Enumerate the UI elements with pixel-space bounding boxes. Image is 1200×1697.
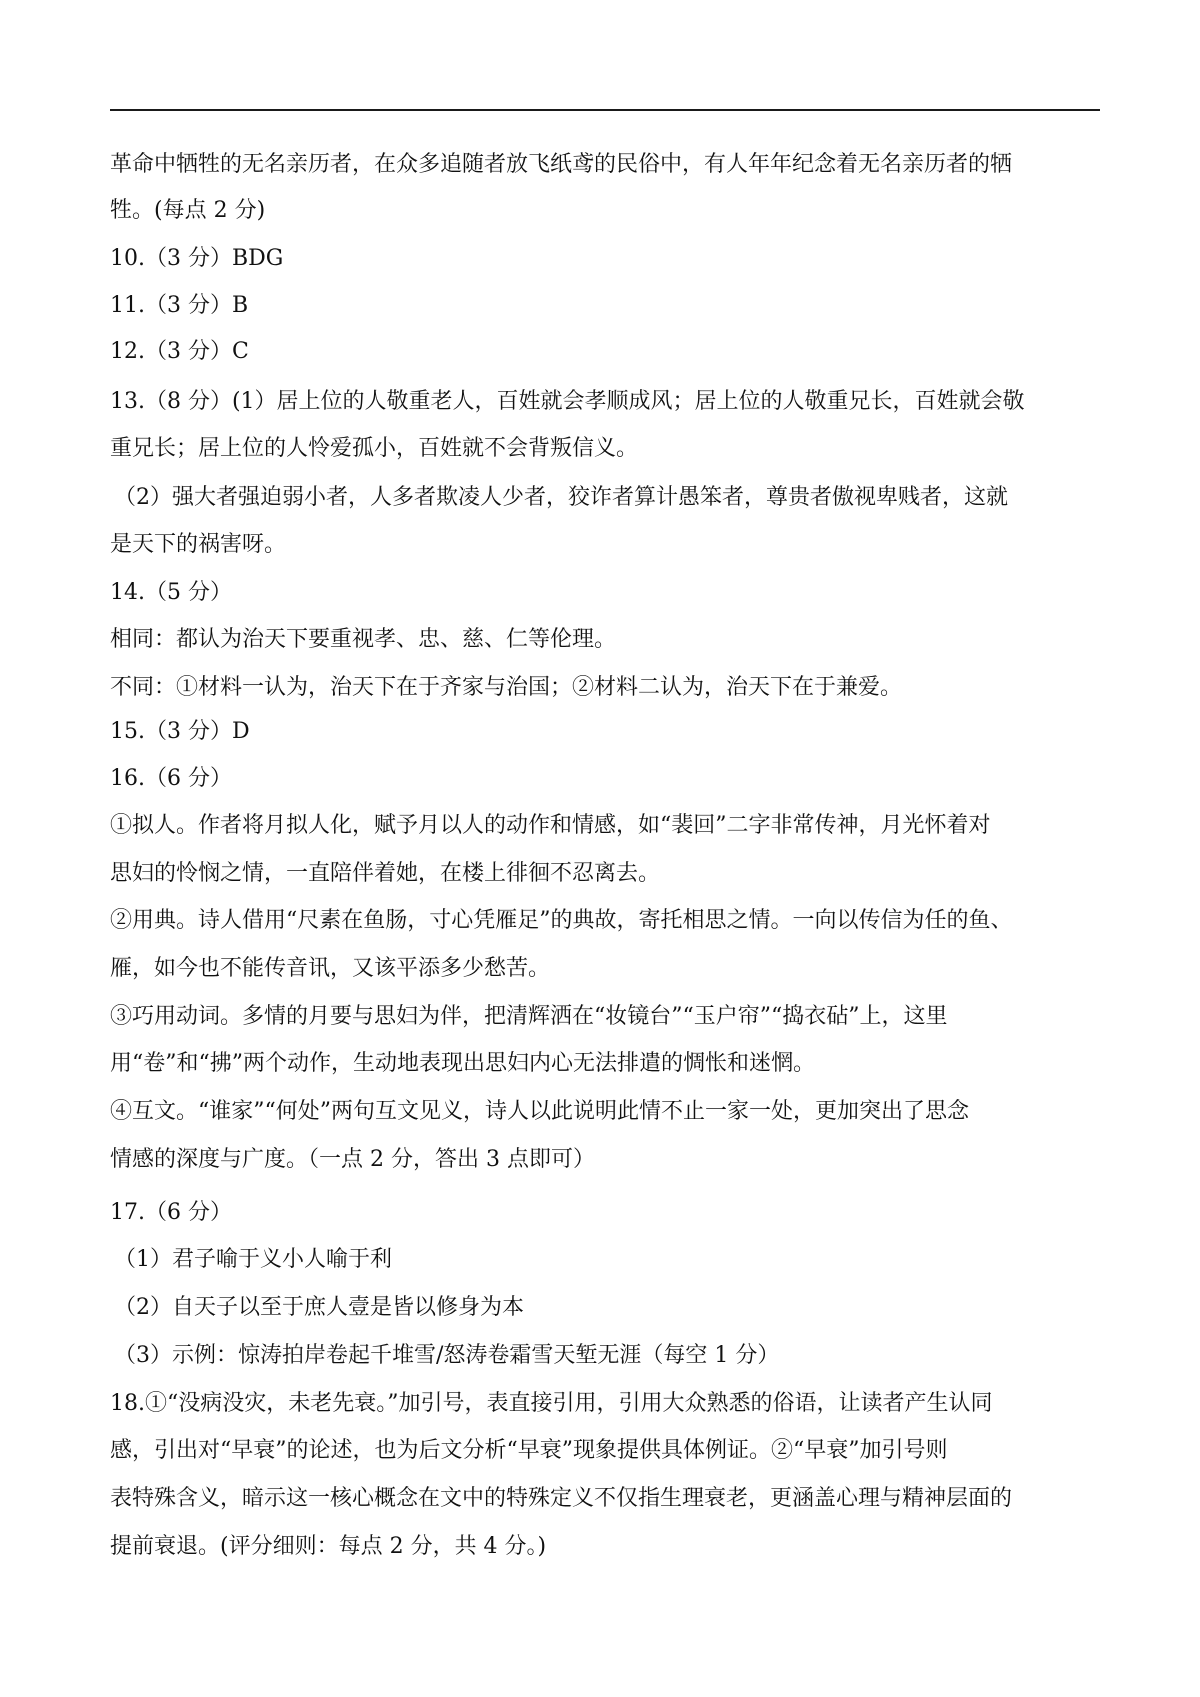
answer-line: （2）自天子以至于庶人壹是皆以修身为本 [114,1295,524,1320]
answer-item-13: 13.（8 分）(1）居上位的人敬重老人，百姓就会孝顺成风；居上位的人敬重兄长，百姓就会敬 [110,389,1025,414]
answer-item-11: 11.（3 分）B [110,293,249,318]
answer-line: 提前衰退。(评分细则：每点 2 分，共 4 分。) [110,1534,547,1559]
answer-line: 不同：①材料一认为，治天下在于齐家与治国；②材料二认为，治天下在于兼爱。 [110,675,903,700]
answer-item-16: 16.（6 分） [110,766,232,791]
answer-line: （1）君子喻于义小人喻于利 [114,1247,392,1272]
header-rule [110,109,1100,111]
answer-line: 感，引出对“早衰”的论述，也为后文分析“早衰”现象提供具体例证。②“早衰”加引号则 [110,1438,948,1463]
answer-line: 表特殊含义，暗示这一核心概念在文中的特殊定义不仅指生理衰老，更涵盖心理与精神层面的 [110,1486,1013,1511]
answer-item-12: 12.（3 分）C [110,339,249,364]
answer-line: 是天下的祸害呀。 [110,532,287,557]
answer-item-17: 17.（6 分） [110,1200,232,1225]
answer-item-10: 10.（3 分）BDG [110,246,284,271]
answer-line: 雁，如今也不能传音讯，又该平添多少愁苦。 [110,956,551,981]
answer-line: 牲。(每点 2 分) [110,198,266,223]
answer-line: 相同：都认为治天下要重视孝、忠、慈、仁等伦理。 [110,627,617,652]
answer-line: （2）强大者强迫弱小者，人多者欺凌人少者，狡诈者算计愚笨者，尊贵者傲视卑贱者，这就 [114,485,1009,510]
answer-line: ②用典。诗人借用“尺素在鱼肠，寸心凭雁足”的典故，寄托相思之情。一向以传信为任的鱼、 [110,908,1013,933]
answer-line: 思妇的怜悯之情，一直陪伴着她，在楼上徘徊不忍离去。 [110,861,661,886]
answer-line: 情感的深度与广度。（一点 2 分，答出 3 点即可） [110,1147,595,1172]
answer-line: 革命中牺牲的无名亲历者，在众多追随者放飞纸鸢的民俗中，有人年年纪念着无名亲历者的牺 [110,152,1013,177]
answer-line: 用“卷”和“拂”两个动作，生动地表现出思妇内心无法排遣的惆怅和迷惘。 [110,1051,815,1076]
answer-line: ①拟人。作者将月拟人化，赋予月以人的动作和情感，如“裴回”二字非常传神，月光怀着对 [110,813,991,838]
answer-item-18: 18.①“没病没灾，未老先衰。”加引号，表直接引用，引用大众熟悉的俗语，让读者产生认同 [110,1391,993,1416]
answer-line: 重兄长；居上位的人怜爱孤小，百姓就不会背叛信义。 [110,436,639,461]
answer-item-15: 15.（3 分）D [110,719,250,744]
answer-line: （3）示例：惊涛拍岸卷起千堆雪/怒涛卷霜雪天堑无涯（每空 1 分） [114,1343,780,1368]
answer-line: ④互文。“谁家”“何处”两句互文见义，诗人以此说明此情不止一家一处，更加突出了思念 [110,1099,969,1124]
answer-line: ③巧用动词。多情的月要与思妇为伴，把清辉洒在“妆镜台”“玉户帘”“捣衣砧”上，这里 [110,1004,948,1029]
answer-item-14: 14.（5 分） [110,580,232,605]
